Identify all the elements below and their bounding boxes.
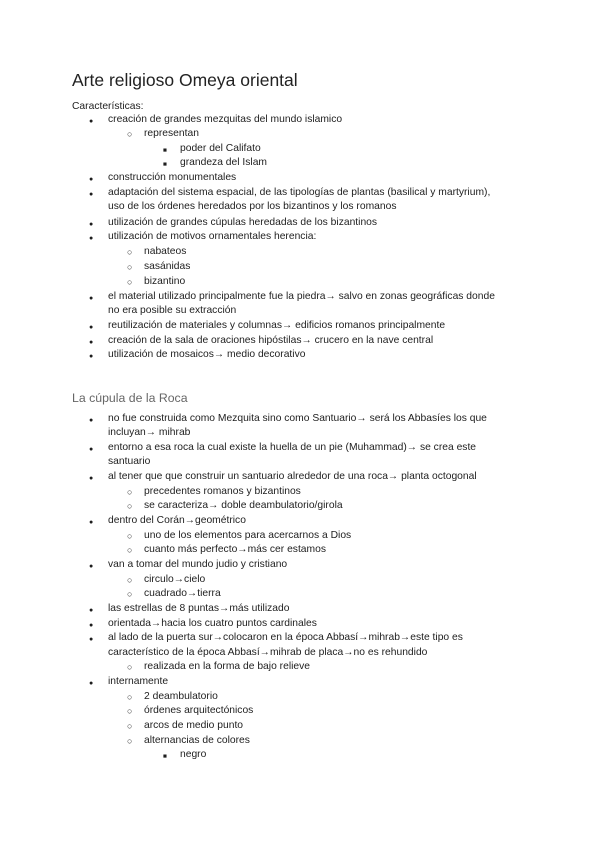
list-item: realizada en la forma de bajo relieve (144, 661, 310, 672)
bullet-circle-icon (127, 573, 132, 587)
bullet-disc-icon (89, 558, 93, 574)
list-item: nabateos (144, 246, 187, 257)
bullet-square-icon (163, 748, 167, 764)
bullet-disc-icon (89, 602, 93, 618)
bullet-disc-icon (89, 186, 93, 202)
list-item: dentro del Corán→geométrico (108, 515, 246, 526)
list-item: internamente (108, 676, 169, 687)
list-item: van a tomar del mundo judio y cristiano (108, 559, 288, 570)
page-title: Arte religioso Omeya oriental (72, 70, 298, 90)
bullet-disc-icon (89, 348, 93, 364)
list-item: utilización de motivos ornamentales herencia: (108, 231, 317, 242)
list-item: construcción monumentales (108, 172, 237, 183)
list-item: órdenes arquitectónicos (144, 705, 254, 716)
list-item: grandeza del Islam (180, 157, 268, 168)
bullet-disc-icon (89, 230, 93, 246)
list-item-continuation: característico de la época Abbasí→mihrab de placa→no es rehundido (108, 647, 428, 658)
list-item: entorno a esa roca la cual existe la huella de un pie (Muhammad)→ se crea este (108, 442, 477, 453)
list-item: adaptación del sistema espacial, de las tipologías de plantas (basilical y martyrium), (108, 187, 491, 198)
list-item: orientada→hacia los cuatro puntos cardinales (108, 618, 317, 629)
section-heading: La cúpula de la Roca (72, 391, 188, 405)
bullet-circle-icon (127, 704, 132, 718)
bullet-circle-icon (127, 127, 132, 141)
bullet-disc-icon (89, 675, 93, 691)
list-item: el material utilizado principalmente fue la piedra→ salvo en zonas geográficas donde (108, 291, 495, 302)
list-item-continuation: santuario (108, 456, 151, 467)
list-item: uno de los elementos para acercarnos a Dios (144, 530, 352, 541)
list-item: arcos de medio punto (144, 720, 244, 731)
bullet-circle-icon (127, 587, 132, 601)
list-item-continuation: no era posible su extracción (108, 305, 237, 316)
list-item: al lado de la puerta sur→colocaron en la época Abbasí→mihrab→este tipo es (108, 632, 463, 643)
bullet-disc-icon (89, 319, 93, 335)
bullet-disc-icon (89, 412, 93, 428)
list-item: utilización de mosaicos→ medio decorativo (108, 349, 306, 360)
list-item: sasánidas (144, 261, 191, 272)
list-item: cuadrado→tierra (144, 588, 221, 599)
bullet-circle-icon (127, 260, 132, 274)
list-item: se caracteriza→ doble deambulatorio/girola (144, 500, 343, 511)
list-item: alternancias de colores (144, 735, 250, 746)
bullet-circle-icon (127, 734, 132, 748)
list-item: negro (180, 749, 207, 760)
list-item: creación de la sala de oraciones hipóstilas→ crucero en la nave central (108, 335, 434, 346)
bullet-circle-icon (127, 485, 132, 499)
bullet-disc-icon (89, 514, 93, 530)
list-item: creación de grandes mezquitas del mundo islamico (108, 114, 343, 125)
bullet-circle-icon (127, 529, 132, 543)
list-item: precedentes romanos y bizantinos (144, 486, 301, 497)
list-item: representan (144, 128, 199, 139)
list-item: utilización de grandes cúpulas heredadas de los bizantinos (108, 217, 378, 228)
list-item: circulo→cielo (144, 574, 206, 585)
bullet-circle-icon (127, 499, 132, 513)
list-item: poder del Califato (180, 143, 261, 154)
list-item: no fue construida como Mezquita sino como Santuario→ será los Abbasíes los que (108, 413, 487, 424)
bullet-circle-icon (127, 543, 132, 557)
bullet-circle-icon (127, 660, 132, 674)
bullet-disc-icon (89, 171, 93, 187)
list-item: las estrellas de 8 puntas→más utilizado (108, 603, 290, 614)
list-item-continuation: uso de los órdenes heredados por los bizantinos y los romanos (108, 201, 397, 212)
bullet-disc-icon (89, 441, 93, 457)
caracteristicas-label: Características: (72, 101, 144, 112)
bullet-circle-icon (127, 719, 132, 733)
bullet-circle-icon (127, 245, 132, 259)
list-item-continuation: incluyan→ mihrab (108, 427, 191, 438)
bullet-circle-icon (127, 275, 132, 289)
list-item: al tener que que construir un santuario alrededor de una roca→ planta octogonal (108, 471, 477, 482)
list-item: reutilización de materiales y columnas→ edificios romanos principalmente (108, 320, 446, 331)
bullet-square-icon (163, 156, 167, 172)
bullet-disc-icon (89, 470, 93, 486)
list-item: cuanto más perfecto→más cer estamos (144, 544, 326, 555)
bullet-disc-icon (89, 113, 93, 129)
bullet-circle-icon (127, 690, 132, 704)
bullet-disc-icon (89, 631, 93, 647)
list-item: bizantino (144, 276, 186, 287)
list-item: 2 deambulatorio (144, 691, 218, 702)
bullet-disc-icon (89, 290, 93, 306)
